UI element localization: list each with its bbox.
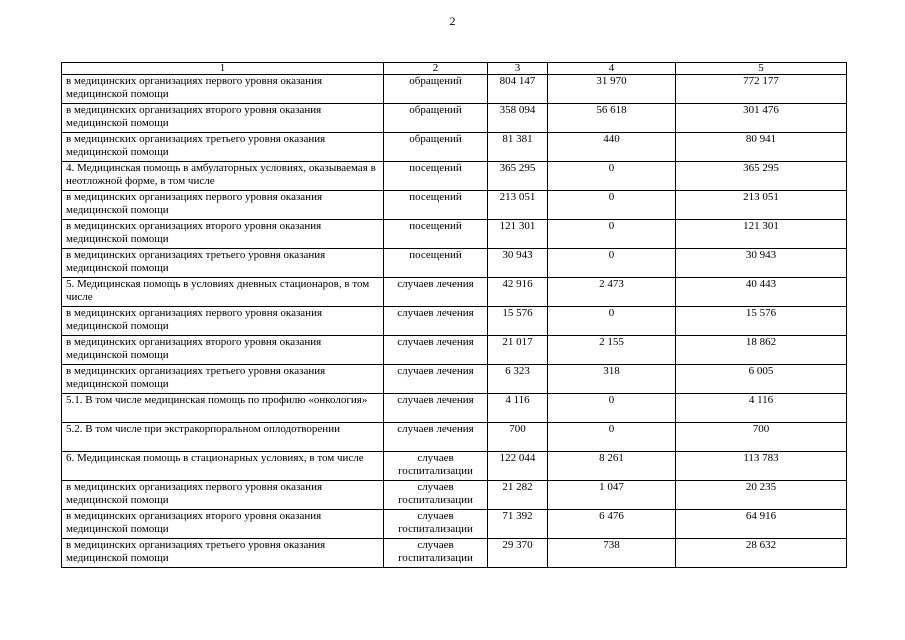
column-header: 2: [384, 63, 488, 75]
unit-cell: случаев лечения: [384, 307, 488, 336]
table-row: [62, 191, 847, 220]
table-row: [62, 278, 847, 307]
row-label: 6. Медицинская помощь в стационарных условиях, в том числе: [62, 452, 384, 481]
table-row: [62, 481, 847, 510]
value-cell: 29 370: [488, 539, 548, 568]
row-label: 5.2. В том числе при экстракорпоральном оплодотворении: [62, 423, 384, 452]
value-cell: 40 443: [676, 278, 847, 307]
value-cell: 4 116: [488, 394, 548, 423]
table-row: [62, 307, 847, 336]
value-cell: 804 147: [488, 75, 548, 104]
value-cell: 0: [548, 220, 676, 249]
row-label: в медицинских организациях третьего уровня оказания медицинской помощи: [62, 539, 384, 568]
value-cell: 113 783: [676, 452, 847, 481]
value-cell: 28 632: [676, 539, 847, 568]
value-cell: 2 155: [548, 336, 676, 365]
table-row: [62, 249, 847, 278]
table-row: [62, 336, 847, 365]
table-body: [62, 75, 847, 568]
value-cell: 1 047: [548, 481, 676, 510]
value-cell: 358 094: [488, 104, 548, 133]
value-cell: 121 301: [676, 220, 847, 249]
table-row: [62, 452, 847, 481]
row-label: 5.1. В том числе медицинская помощь по профилю «онкология»: [62, 394, 384, 423]
value-cell: 121 301: [488, 220, 548, 249]
data-table: [61, 62, 847, 568]
unit-cell: случаев госпитализации: [384, 481, 488, 510]
unit-cell: посещений: [384, 220, 488, 249]
value-cell: 440: [548, 133, 676, 162]
table-row: [62, 104, 847, 133]
value-cell: 301 476: [676, 104, 847, 133]
row-label: в медицинских организациях первого уровня оказания медицинской помощи: [62, 191, 384, 220]
value-cell: 365 295: [676, 162, 847, 191]
value-cell: 700: [676, 423, 847, 452]
unit-cell: обращений: [384, 104, 488, 133]
unit-cell: случаев госпитализации: [384, 510, 488, 539]
value-cell: 31 970: [548, 75, 676, 104]
value-cell: 0: [548, 191, 676, 220]
value-cell: 80 941: [676, 133, 847, 162]
value-cell: 4 116: [676, 394, 847, 423]
value-cell: 122 044: [488, 452, 548, 481]
table-row: [62, 539, 847, 568]
header-row: [62, 63, 847, 75]
unit-cell: случаев лечения: [384, 423, 488, 452]
value-cell: 21 017: [488, 336, 548, 365]
row-label: в медицинских организациях первого уровня оказания медицинской помощи: [62, 481, 384, 510]
value-cell: 0: [548, 307, 676, 336]
value-cell: 772 177: [676, 75, 847, 104]
value-cell: 18 862: [676, 336, 847, 365]
row-label: в медицинских организациях второго уровня оказания медицинской помощи: [62, 510, 384, 539]
value-cell: 6 005: [676, 365, 847, 394]
value-cell: 15 576: [488, 307, 548, 336]
value-cell: 21 282: [488, 481, 548, 510]
value-cell: 15 576: [676, 307, 847, 336]
column-header: 4: [548, 63, 676, 75]
value-cell: 30 943: [488, 249, 548, 278]
unit-cell: обращений: [384, 133, 488, 162]
table-header: [62, 63, 847, 75]
column-header: 5: [676, 63, 847, 75]
row-label: в медицинских организациях третьего уровня оказания медицинской помощи: [62, 365, 384, 394]
row-label: 4. Медицинская помощь в амбулаторных условиях, оказываемая в неотложной форме, в том числе: [62, 162, 384, 191]
table-row: [62, 162, 847, 191]
row-label: в медицинских организациях второго уровня оказания медицинской помощи: [62, 220, 384, 249]
unit-cell: случаев лечения: [384, 365, 488, 394]
row-label: в медицинских организациях второго уровня оказания медицинской помощи: [62, 104, 384, 133]
column-header: 3: [488, 63, 548, 75]
row-label: в медицинских организациях третьего уровня оказания медицинской помощи: [62, 133, 384, 162]
unit-cell: случаев лечения: [384, 394, 488, 423]
value-cell: 6 476: [548, 510, 676, 539]
unit-cell: случаев лечения: [384, 278, 488, 307]
unit-cell: обращений: [384, 75, 488, 104]
value-cell: 64 916: [676, 510, 847, 539]
value-cell: 213 051: [676, 191, 847, 220]
row-label: в медицинских организациях третьего уровня оказания медицинской помощи: [62, 249, 384, 278]
page-number: 2: [449, 14, 456, 28]
value-cell: 738: [548, 539, 676, 568]
value-cell: 0: [548, 423, 676, 452]
value-cell: 2 473: [548, 278, 676, 307]
value-cell: 8 261: [548, 452, 676, 481]
table-row: [62, 75, 847, 104]
unit-cell: посещений: [384, 191, 488, 220]
row-label: в медицинских организациях первого уровня оказания медицинской помощи: [62, 75, 384, 104]
value-cell: 56 618: [548, 104, 676, 133]
value-cell: 20 235: [676, 481, 847, 510]
value-cell: 700: [488, 423, 548, 452]
value-cell: 365 295: [488, 162, 548, 191]
unit-cell: случаев госпитализации: [384, 452, 488, 481]
value-cell: 0: [548, 249, 676, 278]
value-cell: 42 916: [488, 278, 548, 307]
unit-cell: посещений: [384, 249, 488, 278]
table-row: [62, 394, 847, 423]
row-label: в медицинских организациях второго уровня оказания медицинской помощи: [62, 336, 384, 365]
unit-cell: случаев лечения: [384, 336, 488, 365]
value-cell: 81 381: [488, 133, 548, 162]
value-cell: 318: [548, 365, 676, 394]
value-cell: 30 943: [676, 249, 847, 278]
value-cell: 6 323: [488, 365, 548, 394]
value-cell: 71 392: [488, 510, 548, 539]
table-row: [62, 365, 847, 394]
column-header: 1: [62, 63, 384, 75]
table-row: [62, 510, 847, 539]
value-cell: 0: [548, 394, 676, 423]
value-cell: 0: [548, 162, 676, 191]
row-label: 5. Медицинская помощь в условиях дневных стационаров, в том числе: [62, 278, 384, 307]
row-label: в медицинских организациях первого уровня оказания медицинской помощи: [62, 307, 384, 336]
value-cell: 213 051: [488, 191, 548, 220]
table-row: [62, 220, 847, 249]
unit-cell: посещений: [384, 162, 488, 191]
table-row: [62, 133, 847, 162]
unit-cell: случаев госпитализации: [384, 539, 488, 568]
table-row: [62, 423, 847, 452]
